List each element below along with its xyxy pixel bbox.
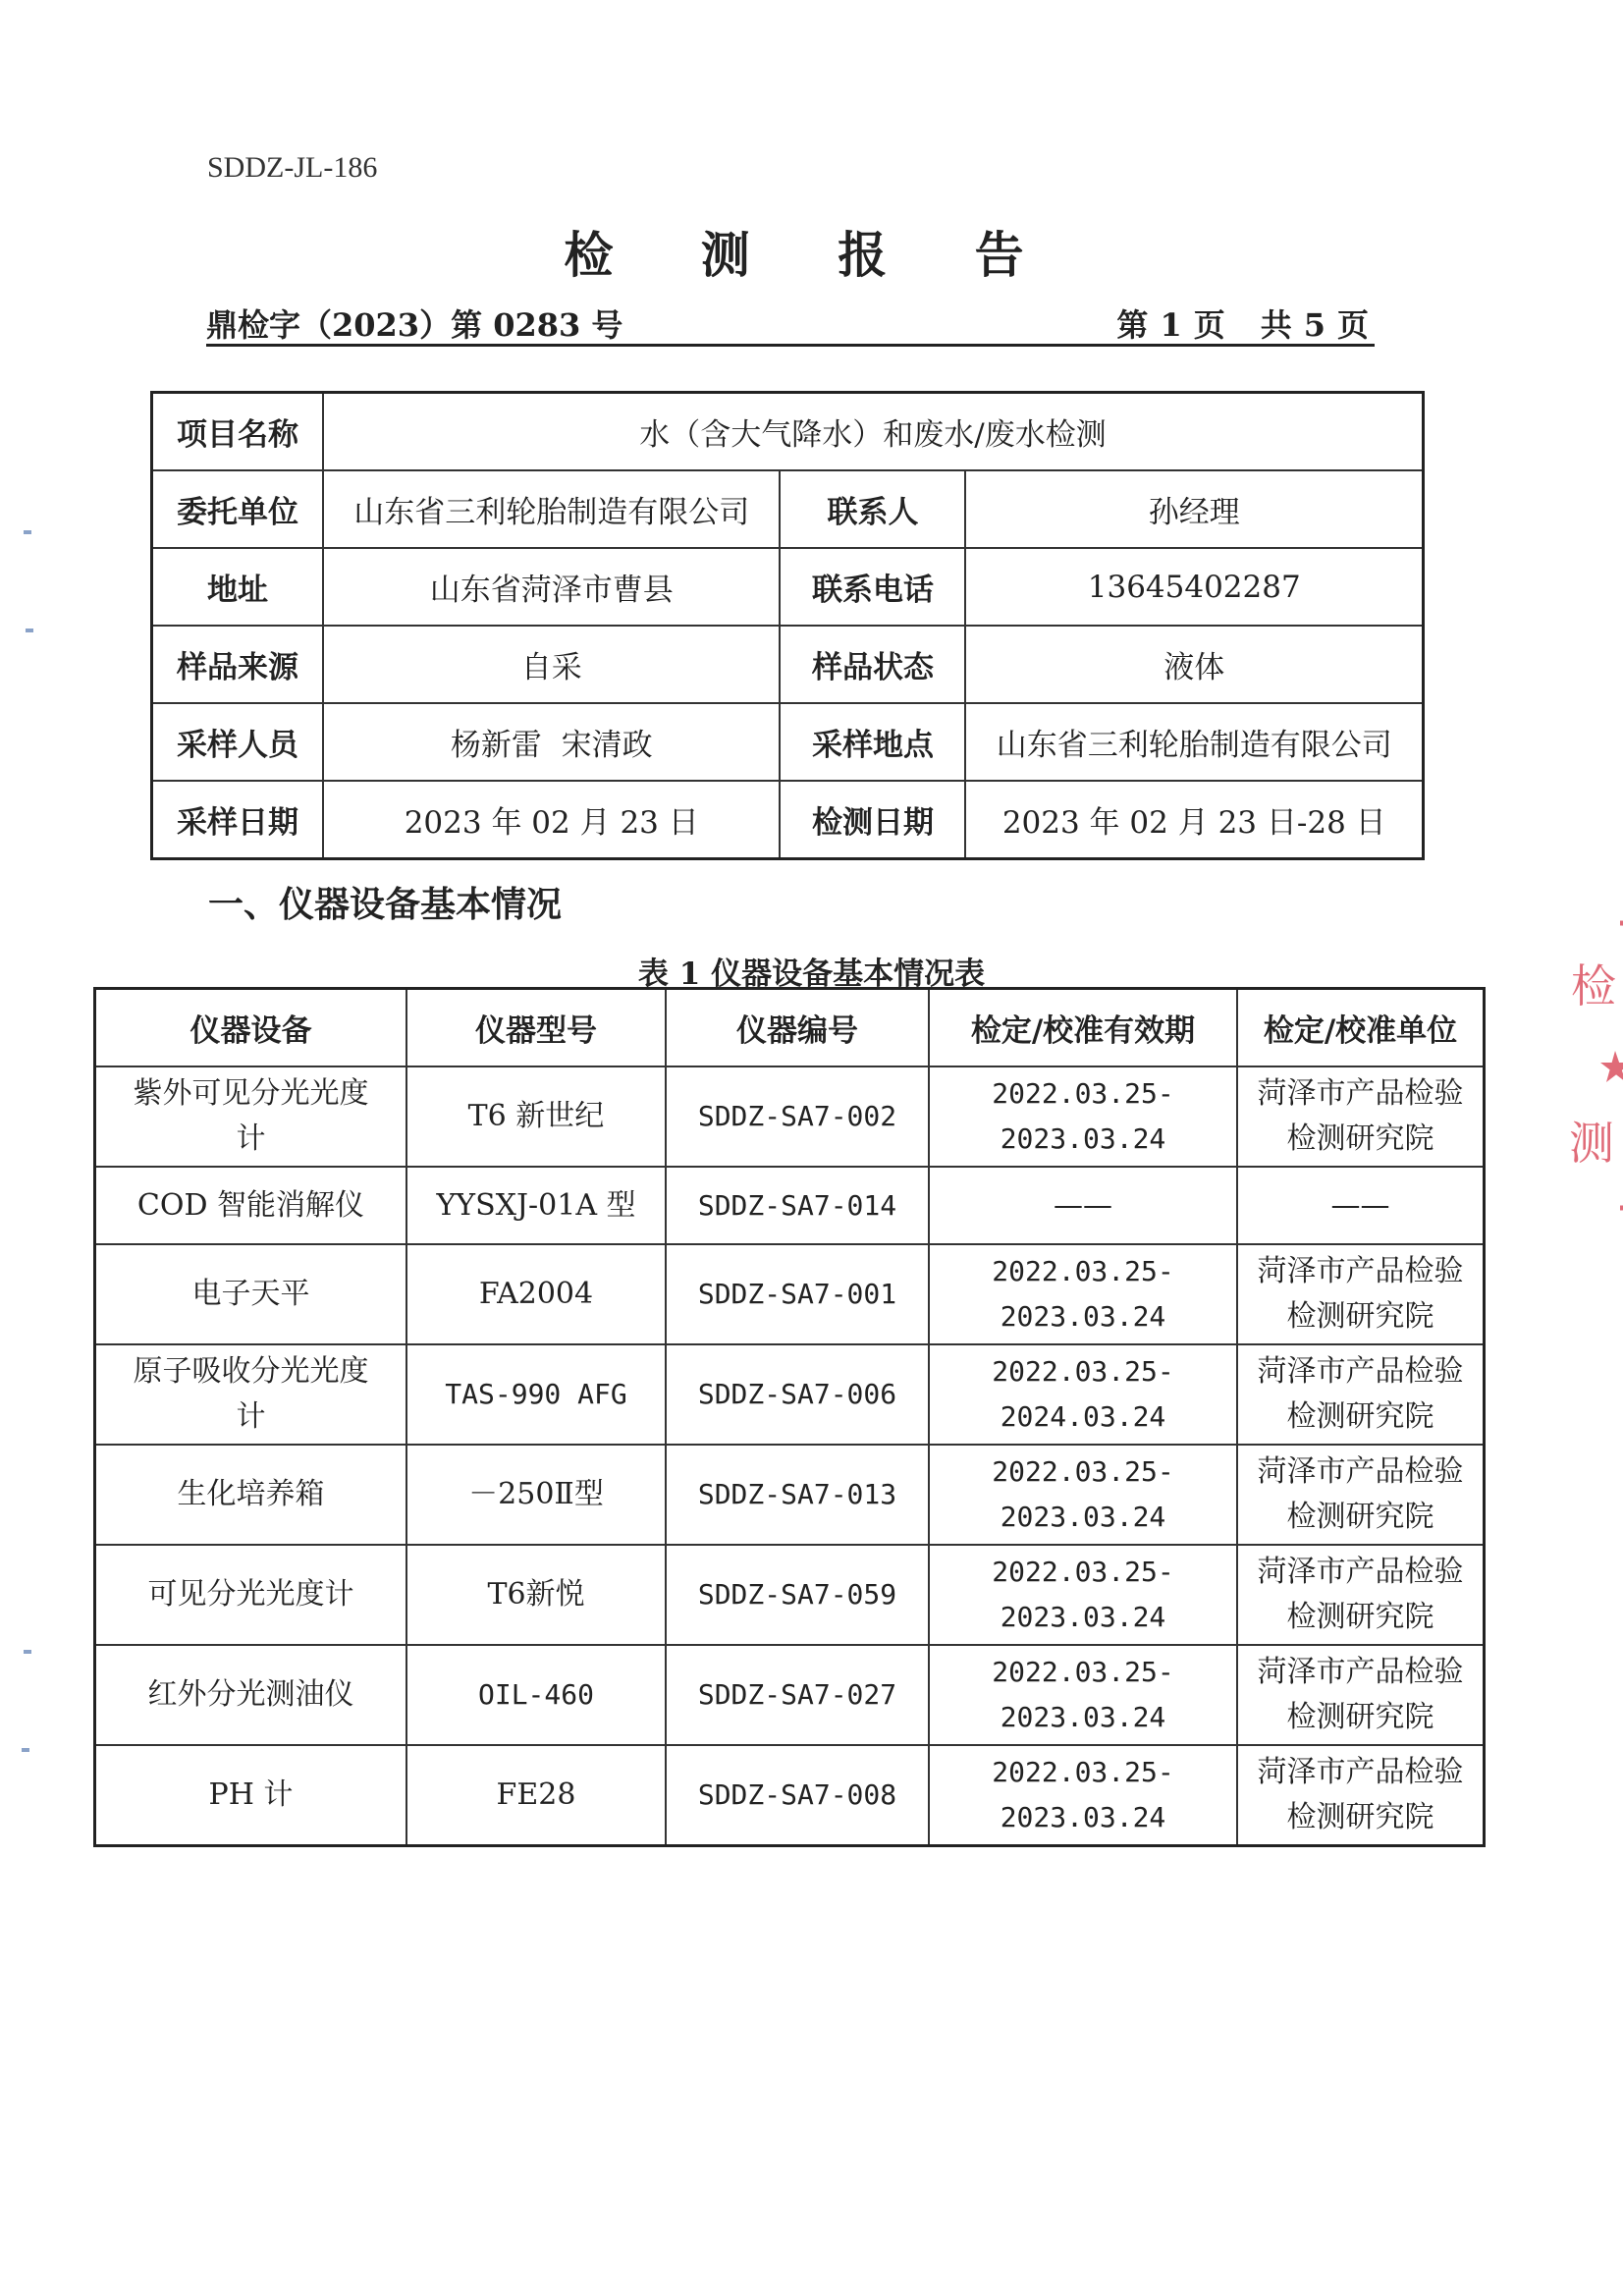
equipment-name-text: COD 智能消解仪: [136, 1187, 365, 1223]
header-unit: 检定/校准单位: [1237, 989, 1485, 1067]
unit-text: 菏泽市产品检验检测研究院: [1257, 1454, 1464, 1534]
page-suffix: 页: [1336, 306, 1371, 344]
equipment-model: FA2004: [406, 1244, 666, 1344]
equipment-name-text: 红外分光测油仪: [147, 1677, 354, 1712]
page-mid: 页 共: [1193, 306, 1294, 344]
validity-text: 2022.03.25-2023.03.24: [992, 1556, 1174, 1633]
contact-value: 孙经理: [965, 470, 1423, 548]
equipment-name-text: 生化培养箱: [177, 1477, 325, 1511]
equipment-validity: [929, 1545, 1237, 1645]
seal-char-2: 测: [1569, 1117, 1614, 1170]
equipment-model: T6 新世纪: [406, 1066, 666, 1167]
unit-text: 菏泽市产品检验检测研究院: [1257, 1354, 1464, 1434]
equipment-unit: [1237, 1645, 1485, 1745]
unit-text: 菏泽市产品检验检测研究院: [1257, 1755, 1464, 1834]
equipment-model: YYSXJ-01A 型: [406, 1167, 666, 1244]
equipment-unit: [1237, 1344, 1485, 1445]
contact-label: 联系人: [780, 470, 965, 548]
validity-text: 2022.03.25-2023.03.24: [992, 1455, 1174, 1533]
sampler-value: 杨新雷 宋清政: [323, 703, 780, 781]
client-label: 委托单位: [152, 470, 324, 548]
equipment-validity: [929, 1745, 1237, 1846]
equipment-unit: [1237, 1545, 1485, 1645]
header-id: 仪器编号: [666, 989, 929, 1067]
equipment-name: [95, 1745, 407, 1846]
header-model: 仪器型号: [406, 989, 666, 1067]
equipment-unit: [1237, 1244, 1485, 1344]
info-row-sampler: [152, 703, 1424, 781]
test-date-label: 检测日期: [780, 781, 965, 859]
equipment-unit: [1237, 1445, 1485, 1545]
equipment-model: FE28: [406, 1745, 666, 1846]
equipment-name-text: PH 计: [208, 1777, 294, 1812]
equipment-model: T6新悦: [406, 1545, 666, 1645]
equipment-name: [95, 1545, 407, 1645]
document-code: SDDZ-JL-186: [207, 151, 378, 184]
equipment-model: －250Ⅱ型: [406, 1445, 666, 1545]
info-row-source: [152, 626, 1424, 703]
validity-text: 2022.03.25-2023.03.24: [992, 1077, 1174, 1155]
table-row: [95, 1167, 1485, 1244]
equipment-header-row: [95, 989, 1485, 1067]
source-label: 样品来源: [152, 626, 324, 703]
unit-text: 菏泽市产品检验检测研究院: [1257, 1254, 1464, 1334]
header-validity: 检定/校准有效期: [929, 989, 1237, 1067]
equipment-id: SDDZ-SA7-002: [666, 1066, 929, 1167]
report-title: 检 测 报 告: [564, 226, 1059, 284]
equipment-model: TAS-990 AFG: [406, 1344, 666, 1445]
equipment-validity: [929, 1344, 1237, 1445]
equipment-name-text: 紫外可见分光光度计: [133, 1076, 369, 1156]
equipment-id: SDDZ-SA7-006: [666, 1344, 929, 1445]
phone-value: 13645402287: [965, 548, 1423, 626]
table-row: [95, 1545, 1485, 1645]
reference-line: [206, 293, 1375, 347]
unit-text: 菏泽市产品检验检测研究院: [1257, 1555, 1464, 1634]
equipment-unit: ——: [1237, 1167, 1485, 1244]
equipment-name-text: 电子天平: [191, 1277, 310, 1311]
sampler-label: 采样人员: [152, 703, 324, 781]
page-current: 1: [1160, 306, 1184, 344]
site-label: 采样地点: [780, 703, 965, 781]
equipment-name: [95, 1244, 407, 1344]
seal-star-icon: [1600, 1051, 1623, 1082]
address-value: 山东省菏泽市曹县: [323, 548, 780, 626]
client-value: 山东省三利轮胎制造有限公司: [323, 470, 780, 548]
source-value: 自采: [323, 626, 780, 703]
unit-text: 菏泽市产品检验检测研究院: [1257, 1076, 1464, 1156]
table-row: [95, 1066, 1485, 1167]
state-label: 样品状态: [780, 626, 965, 703]
sampling-date-value: 2023 年 02 月 23 日: [323, 781, 780, 859]
header-name: 仪器设备: [95, 989, 407, 1067]
info-row-dates: [152, 781, 1424, 859]
margin-speck: [24, 530, 31, 534]
equipment-name-text: 可见分光光度计: [147, 1577, 354, 1612]
equipment-id: SDDZ-SA7-008: [666, 1745, 929, 1846]
validity-text: 2022.03.25-2023.03.24: [992, 1656, 1174, 1733]
project-value: 水（含大气降水）和废水/废水检测: [323, 393, 1424, 471]
table-row: [95, 1344, 1485, 1445]
equipment-table: [93, 987, 1486, 1847]
page-indicator: [1116, 301, 1371, 346]
page-prefix: 第: [1116, 306, 1151, 344]
equipment-unit: [1237, 1745, 1485, 1846]
equipment-validity: [929, 1066, 1237, 1167]
equipment-validity: ——: [929, 1167, 1237, 1244]
address-label: 地址: [152, 548, 324, 626]
reference-number: 鼎检字（2023）第 0283 号: [206, 306, 623, 344]
seal-stamp: [1561, 913, 1623, 1228]
project-label: 项目名称: [152, 393, 324, 471]
margin-speck: [24, 1650, 31, 1654]
equipment-id: SDDZ-SA7-014: [666, 1167, 929, 1244]
page-total: 5: [1303, 306, 1327, 344]
info-row-project: [152, 393, 1424, 471]
validity-text: 2022.03.25-2023.03.24: [992, 1756, 1174, 1833]
margin-speck: [22, 1748, 29, 1752]
sampling-date-label: 采样日期: [152, 781, 324, 859]
equipment-unit: [1237, 1066, 1485, 1167]
equipment-name: [95, 1445, 407, 1545]
equipment-name: [95, 1645, 407, 1745]
site-value: 山东省三利轮胎制造有限公司: [965, 703, 1423, 781]
info-row-address: [152, 548, 1424, 626]
unit-text: 菏泽市产品检验检测研究院: [1257, 1655, 1464, 1734]
table-row: [95, 1745, 1485, 1846]
equipment-validity: [929, 1645, 1237, 1745]
table-row: [95, 1445, 1485, 1545]
table-row: [95, 1244, 1485, 1344]
state-value: 液体: [965, 626, 1423, 703]
table-row: [95, 1645, 1485, 1745]
equipment-model: OIL-460: [406, 1645, 666, 1745]
equipment-name: [95, 1167, 407, 1244]
phone-label: 联系电话: [780, 548, 965, 626]
equipment-validity: [929, 1244, 1237, 1344]
seal-char-1: 检: [1571, 959, 1616, 1012]
section-heading: 一、仪器设备基本情况: [208, 884, 563, 925]
equipment-validity: [929, 1445, 1237, 1545]
test-date-value: 2023 年 02 月 23 日-28 日: [965, 781, 1423, 859]
equipment-name-text: 原子吸收分光光度计: [133, 1354, 369, 1434]
table-caption: 表 1 仪器设备基本情况表: [637, 957, 986, 992]
info-row-client: [152, 470, 1424, 548]
equipment-id: SDDZ-SA7-059: [666, 1545, 929, 1645]
equipment-id: SDDZ-SA7-013: [666, 1445, 929, 1545]
margin-speck: [26, 629, 33, 632]
validity-text: 2022.03.25-2024.03.24: [992, 1355, 1174, 1433]
validity-text: 2022.03.25-2023.03.24: [992, 1255, 1174, 1333]
equipment-id: SDDZ-SA7-001: [666, 1244, 929, 1344]
equipment-name: [95, 1066, 407, 1167]
equipment-id: SDDZ-SA7-027: [666, 1645, 929, 1745]
project-info-table: [150, 391, 1425, 860]
equipment-name: [95, 1344, 407, 1445]
